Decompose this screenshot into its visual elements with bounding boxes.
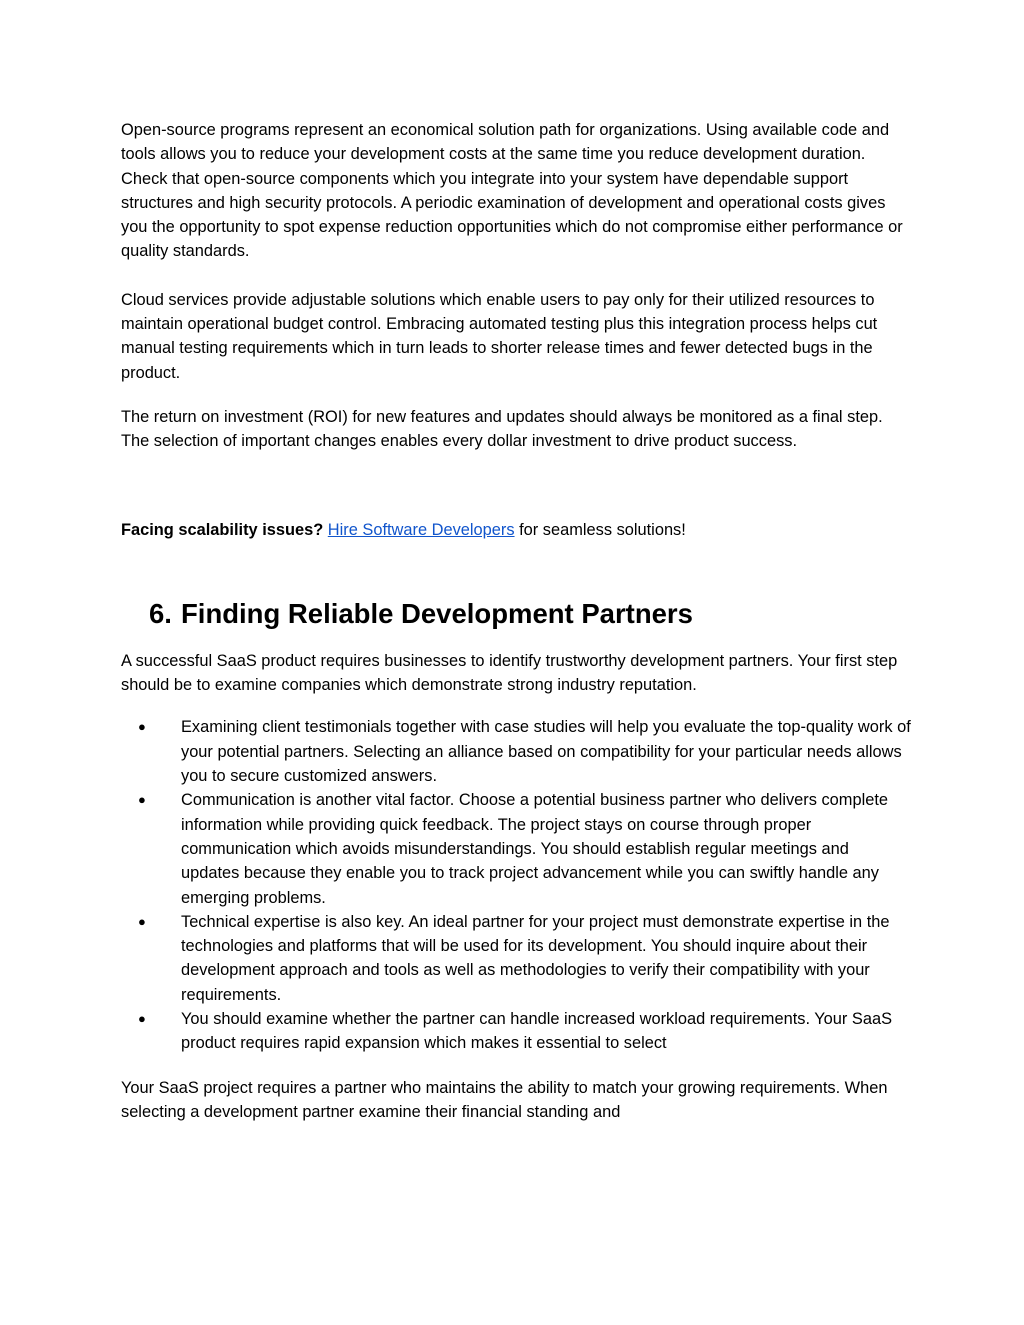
list-item-text: You should examine whether the partner can handle increased workload requirements. Your SaaS product requires rapid expansion which makes it essential to select	[181, 1010, 893, 1053]
list-item	[121, 788, 911, 909]
section-number: 6.	[149, 597, 172, 629]
hire-developers-link[interactable]: Hire Software Developers	[327, 520, 515, 539]
list-item-text: Examining client testimonials together with case studies will help you evaluate the top-quality work of your potential partners. Selecting an alliance based on compatibility for your particular needs allows you to secure customized answers.	[181, 718, 911, 786]
body-paragraph: Open-source programs represent an economical solution path for organizations. Using available code and tools allows you to reduce your development costs at the same time you reduce development duration. Check that open-source components which you integrate into your system have dependable support structures and high security protocols. A periodic examination of development and operational costs gives you the opportunity to spot expense reduction opportunities which do not compromise either performance or quality standards.	[121, 121, 903, 261]
list-item	[121, 715, 911, 788]
bullet-list	[121, 715, 911, 1055]
cta-bold-text: Facing scalability issues?	[121, 520, 324, 539]
bullet-icon: ●	[138, 1011, 146, 1027]
body-paragraph: Cloud services provide adjustable solutions which enable users to pay only for their utilized resources to maintain operational budget control. Embracing automated testing plus this integration process helps cut manual testing requirements which in turn leads to shorter release times and fewer detected bugs in the product.	[121, 290, 878, 382]
call-to-action	[121, 518, 911, 542]
list-item-text: Technical expertise is also key. An ideal partner for your project must demonstrate expertise in the technologies and platforms that will be used for its development. You should inquire about their development approach and tools as well as methodologies to verify their compatibility with your requirements.	[181, 912, 890, 1004]
document-page	[121, 118, 911, 1124]
list-item	[121, 1007, 911, 1056]
section-heading	[149, 597, 911, 631]
section-intro: A successful SaaS product requires businesses to identify trustworthy development partners. Your first step should be to examine companies which demonstrate strong industry reputation.	[121, 651, 898, 695]
bullet-icon: ●	[138, 913, 146, 929]
bullet-icon: ●	[138, 719, 146, 735]
cta-rest-text: for seamless solutions!	[514, 520, 686, 539]
body-paragraph: The return on investment (ROI) for new features and updates should always be monitored as a final step. The selection of important changes enables every dollar investment to drive product success.	[121, 407, 883, 451]
section-title: Finding Reliable Development Partners	[181, 597, 693, 629]
bullet-icon: ●	[138, 792, 146, 808]
list-item-text: Communication is another vital factor. Choose a potential business partner who delivers complete information while providing quick feedback. The project stays on course through proper communication which avoids misunderstandings. You should establish regular meetings and updates because they enable you to track project advancement while you can swiftly handle any emerging problems.	[181, 791, 888, 907]
closing-paragraph: Your SaaS project requires a partner who maintains the ability to match your growing requirements. When selecting a development partner examine their financial standing and	[121, 1078, 888, 1121]
list-item	[121, 910, 911, 1007]
